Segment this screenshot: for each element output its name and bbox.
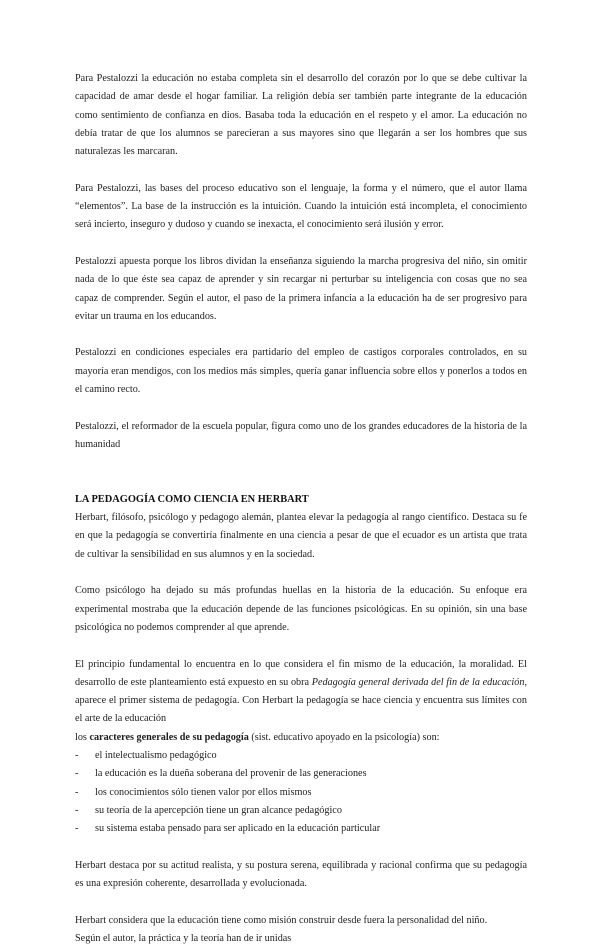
paragraph-herbart-psychology: Como psicólogo ha dejado su más profundas huellas en la historia de la educación. Su enfoque era experimental mostraba que la educación depende de las funciones psicológicas. En su opinión, sin una base psicológica no podemos comprender al que aprende. <box>75 585 527 633</box>
principle-text-end: , aparece el primer sistema de pedagogía. Con Herbart la pedagogía se hace ciencia y encuentra sus límites con el arte de la educación <box>75 676 527 725</box>
closing-line-2: Según el autor, la práctica y la teoría han de ir unidas <box>75 932 292 944</box>
list-item: - su teoría de la apercepción tiene un gran alcance pedagógico <box>75 802 527 820</box>
paragraph-pestalozzi-elements: Para Pestalozzi, las bases del proceso educativo son el lenguaje, la forma y el número, que el autor llama “elementos”. La base de la instrucción es la intuición. Cuando la intuición está incompleta, el conocimiento será incierto, inseguro y dudoso y cuando se inexacta, el conocimiento será ilusión y error. <box>75 182 527 231</box>
closing-line-1: Herbart considera que la educación tiene como misión construir desde fuera la personalidad del niño. <box>75 914 488 926</box>
book-title: Pedagogía general derivada del fin de la educación <box>311 676 525 688</box>
list-item: - los conocimientos sólo tienen valor por ellos mismos <box>75 784 527 802</box>
characters-list <box>75 747 527 838</box>
paragraph-pestalozzi-books: Pestalozzi apuesta porque los libros dividan la enseñanza siguiendo la marcha progresiva del niño, sin omitir nada de lo que éste sea capaz de aprender y sin recargar ni perturbar su inteligencia con cosas que no sea capaz de comprender. Según el autor, el paso de la primera infancia a la educación ha de ser progresivo para evitar un trauma en los educandos. <box>75 255 527 322</box>
characters-suffix: (sist. educativo apoyado en la psicología) son: <box>248 731 440 743</box>
section-heading: LA PEDAGOGÍA COMO CIENCIA EN HERBART <box>75 493 309 505</box>
paragraph-herbart-intro: Herbart, filósofo, psicólogo y pedagogo alemán, plantea elevar la pedagogía al rango científico. Destaca su fe en que la pedagogía se convertiría finalmente en una ciencia a pesar de que el ecuador es un artista que trata de cultivar la sensibilidad en sus alumnos y en la sociedad. <box>75 512 527 560</box>
characters-intro-line <box>75 729 527 747</box>
paragraph-pestalozzi-heart: Para Pestalozzi la educación no estaba completa sin el desarrollo del corazón por lo que se debe cultivar la capacidad de amar desde el hogar familiar. La religión debía ser también parte integrante de la educación como sentimiento de confianza en dios. Basaba toda la educación en el respeto y el amor. La educación no debía tratar de que los alumnos se parecieran a sus mayores sino que llegarán a ser los hombres que sus naturalezas les marcaran. <box>75 73 527 158</box>
list-item: - la educación es la dueña soberana del provenir de las generaciones <box>75 765 527 783</box>
paragraph-herbart-attitude: Herbart destaca por su actitud realista, y su postura serena, equilibrada y racional confirma que su pedagogía es una expresión coherente, desarrollada y evolucionada. <box>75 859 527 890</box>
list-item: - su sistema estaba pensado para ser aplicado en la educación particular <box>75 820 527 838</box>
paragraph-herbart-principle <box>75 656 527 729</box>
paragraph-pestalozzi-reformer: Pestalozzi, el reformador de la escuela popular, figura como uno de los grandes educadores de la historia de la humanidad <box>75 420 527 450</box>
page-content <box>75 70 527 948</box>
characters-bold: caracteres generales de su pedagogía <box>89 731 249 743</box>
list-item: - el intelectualismo pedagógico <box>75 747 527 765</box>
paragraph-pestalozzi-punishment: Pestalozzi en condiciones especiales era partidario del empleo de castigos corporales controlados, en su mayoría eran mendigos, con los medios más simples, quería ganar influencia sobre ellos y ponerlos a todos en el camino recto. <box>75 347 527 396</box>
section-spacer <box>75 473 527 491</box>
characters-prefix: los <box>75 731 90 743</box>
principle-text-start: El principio fundamental lo encuentra en lo que considera el fin mismo de la educación, la moralidad. El desarrollo de este planteamiento está expuesto en su obra <box>75 658 527 688</box>
